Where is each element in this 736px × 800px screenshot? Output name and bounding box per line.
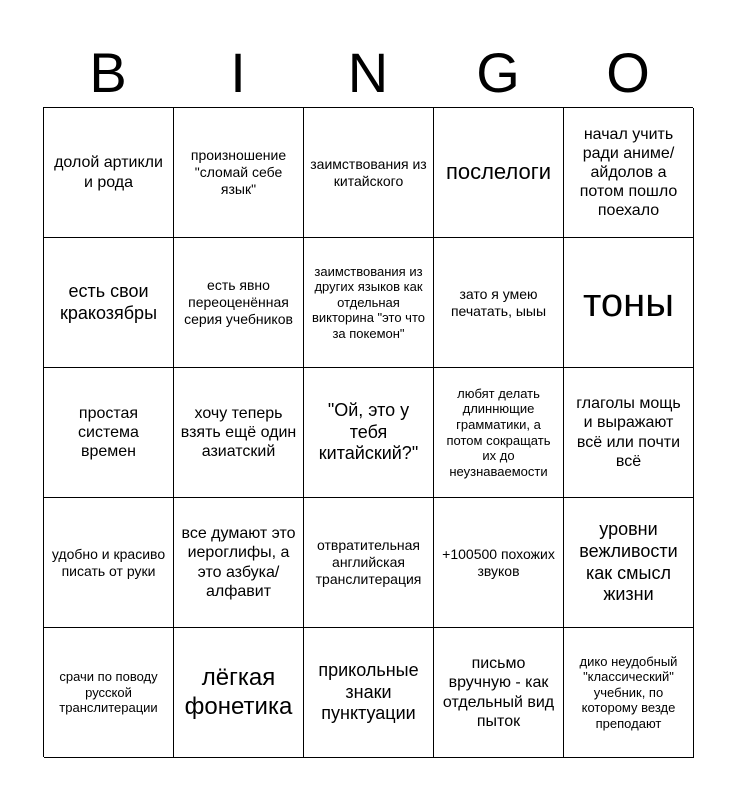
cell-text: заимствования из китайского (310, 155, 427, 189)
cell-text: письмо вручную - как отдельный вид пыток (442, 655, 555, 730)
cell-text: все думают это иероглифы, а это азбука/алфавит (181, 525, 296, 600)
cell-text: лёгкая фонетика (184, 663, 293, 720)
bingo-cell[interactable] (174, 498, 304, 628)
cell-text: удобно и красиво писать от руки (51, 545, 166, 579)
bingo-cell[interactable] (564, 498, 694, 628)
header-letter-g: G (476, 41, 520, 104)
cell-text: хочу теперь взять ещё один азиатский (180, 404, 297, 461)
header-letter-i: I (230, 41, 246, 104)
cell-text: срачи по поводу русской транслитерации (59, 669, 158, 716)
cell-text: простая система времен (78, 404, 139, 461)
bingo-cell[interactable] (304, 108, 434, 238)
bingo-grid (43, 107, 693, 757)
bingo-cell[interactable] (44, 628, 174, 758)
cell-text: тоны (583, 280, 674, 325)
header-letter-n: N (347, 41, 389, 104)
cell-text: есть явно переоценённая серия учебников (184, 277, 293, 327)
bingo-cell[interactable] (564, 368, 694, 498)
bingo-cell[interactable] (174, 108, 304, 238)
cell-text: уровни вежливости как смысл жизни (579, 519, 678, 605)
bingo-cell[interactable] (174, 238, 304, 368)
bingo-cell[interactable] (434, 108, 564, 238)
cell-text: начал учить ради аниме/айдолов а потом пошло поехало (579, 125, 678, 220)
bingo-cell[interactable] (434, 238, 564, 368)
bingo-cell[interactable] (434, 498, 564, 628)
cell-text: послелоги (445, 159, 552, 185)
cell-text: прикольные знаки пунктуации (318, 660, 419, 724)
bingo-cell[interactable] (564, 238, 694, 368)
cell-text: +100500 похожих звуков (442, 545, 555, 579)
cell-text: дико неудобный "классический" учебник, по которому везде преподают (579, 653, 678, 731)
cell-text: "Ой, это у тебя китайский?" (318, 400, 419, 464)
cell-text: зато я умею печатать, ыыы (450, 285, 547, 319)
bingo-cell[interactable] (44, 368, 174, 498)
header-letter-o: O (606, 41, 650, 104)
bingo-cell[interactable] (44, 238, 174, 368)
bingo-cell[interactable] (174, 368, 304, 498)
bingo-cell[interactable] (564, 628, 694, 758)
bingo-header (43, 38, 693, 108)
bingo-cell[interactable] (44, 108, 174, 238)
bingo-cell[interactable] (174, 628, 304, 758)
bingo-cell[interactable] (44, 498, 174, 628)
bingo-cell[interactable] (304, 498, 434, 628)
header-letter-b: B (89, 41, 127, 104)
cell-text: отвратительная английская транслитерация (315, 537, 422, 587)
bingo-cell[interactable] (304, 368, 434, 498)
bingo-cell[interactable] (564, 108, 694, 238)
bingo-cell[interactable] (304, 628, 434, 758)
cell-text: долой артикли и рода (54, 154, 163, 191)
cell-text: глаголы мощь и выражают всё или почти всё (576, 395, 681, 470)
cell-text: любят делать длиннющие грамматики, а потом сокращать их до неузнаваемости (446, 385, 551, 479)
bingo-cell[interactable] (434, 368, 564, 498)
cell-text: есть свои кракозябры (59, 280, 158, 323)
bingo-cell[interactable] (434, 628, 564, 758)
bingo-cell[interactable] (304, 238, 434, 368)
cell-text: произношение "сломай себе язык" (190, 147, 287, 197)
cell-text: заимствования из других языков как отдельная викторина "это что за покемон" (312, 263, 425, 341)
